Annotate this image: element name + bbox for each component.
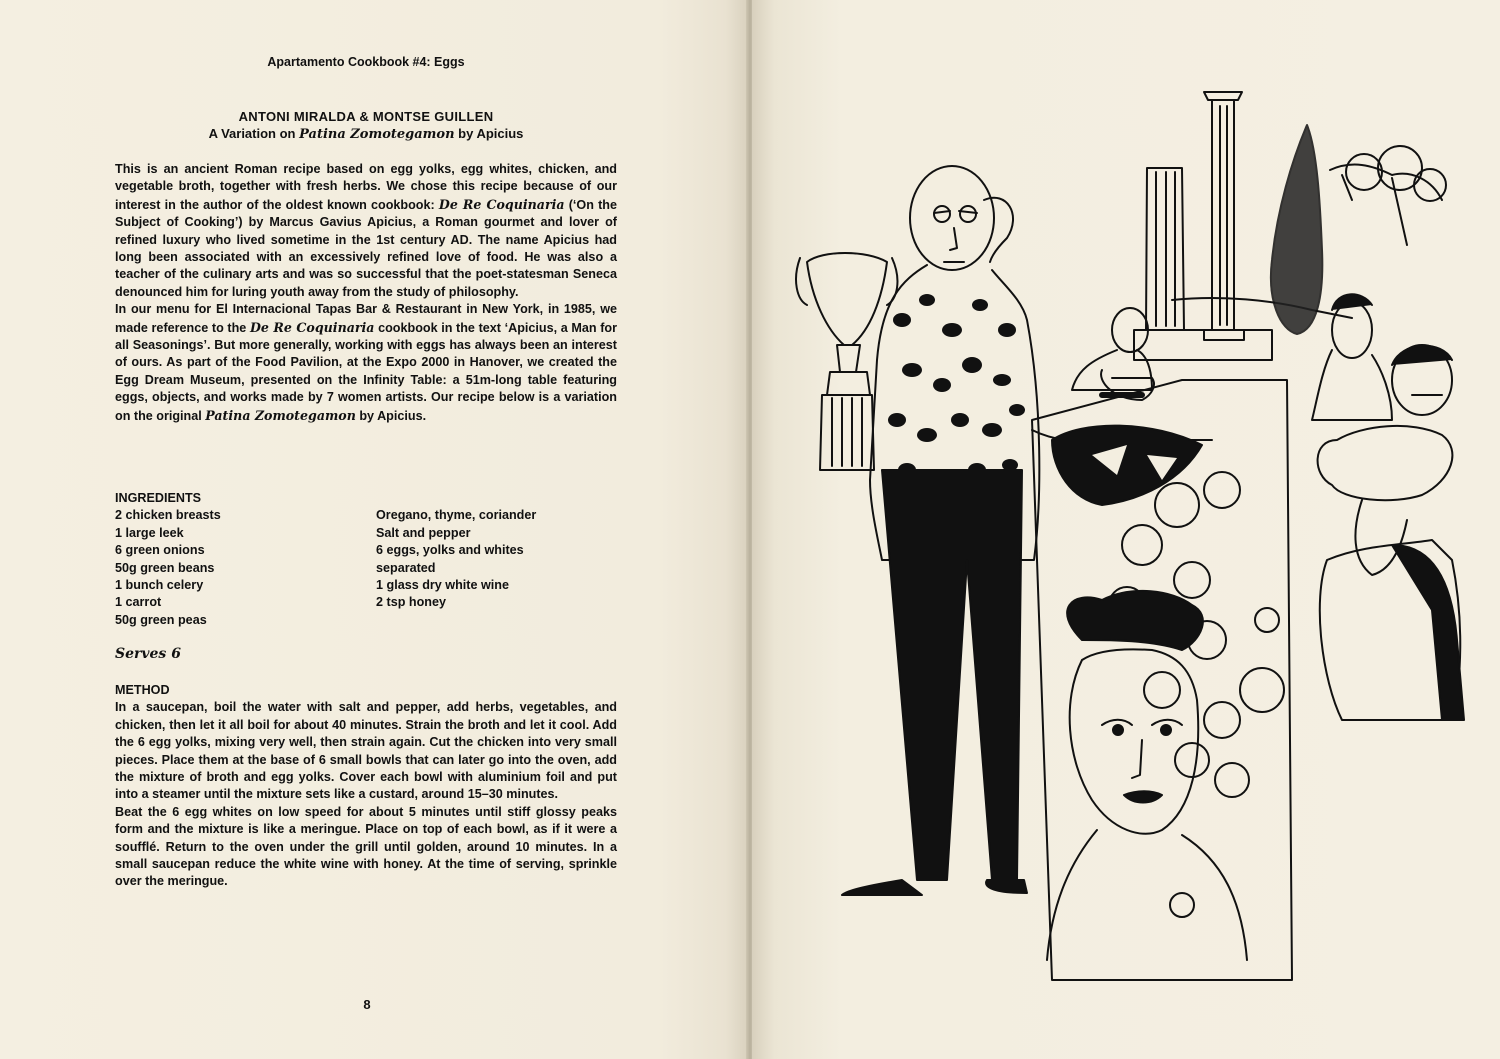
ingredient-item: separated [376, 560, 436, 575]
banquet-table-illustration [1032, 380, 1292, 980]
running-head: Apartamento Cookbook #4: Eggs [267, 55, 465, 69]
ingredients-column-2 [376, 507, 536, 629]
serves-label: Serves 6 [115, 646, 181, 662]
ingredients-column-1 [115, 507, 376, 629]
left-page [0, 0, 748, 1059]
method-heading: METHOD [115, 683, 170, 697]
ingredients-columns [115, 507, 617, 629]
man-figure-illustration [842, 166, 1039, 895]
intro-paragraph-2 [115, 301, 617, 425]
urn-trophy-illustration [796, 253, 897, 470]
intro-p2-text-c: by Apicius. [355, 408, 427, 423]
woman-with-bun-illustration [1312, 294, 1452, 420]
ingredient-item: 2 chicken breasts [115, 508, 221, 523]
ingredient-item: 1 carrot [115, 595, 162, 610]
curly-haired-woman-illustration [1240, 426, 1464, 720]
subtitle-prefix: A Variation on [208, 126, 300, 141]
ingredient-item: 6 green onions [115, 543, 205, 558]
intro-p1-text-a: This is an ancient Roman recipe based on egg yolks, egg whites, chicken, and vegetable broth, together with fresh herbs. We chose this recipe because of our interest in the author of the oldest known cookbook: [115, 162, 617, 212]
subtitle-italic: Patina Zomotegamon [299, 127, 455, 142]
ingredient-item: 1 large leek [115, 525, 184, 540]
method-paragraph-1: In a saucepan, boil the water with salt and pepper, add herbs, vegetables, and chicken, then let it all boil for about 40 minutes. Strain the broth and let it cool. Add the 6 egg yolks, mixing very well, then strain again. Cut the chicken into very small pieces. Place them at the base of 6 small bowls that can later go into the oven, add the mixture of broth and egg yolks. Cover each bowl with aluminium foil and put into a steamer until the mixture sets like a custard, around 15–30 minutes. [115, 700, 617, 802]
page-number: 8 [363, 997, 371, 1012]
ingredient-item: Salt and pepper [376, 525, 471, 540]
subtitle-suffix: by Apicius [454, 126, 524, 141]
intro-paragraph-1 [115, 161, 617, 301]
ingredient-item: 1 bunch celery [115, 578, 204, 593]
recipe-name-italic: Patina Zomotegamon [205, 407, 356, 423]
banquet-illustration [752, 0, 1500, 1059]
book-title-italic: De Re Coquinaria [438, 196, 565, 212]
right-page [752, 0, 1500, 1059]
recipe-title-block [115, 108, 617, 143]
book-title-italic-2: De Re Coquinaria [249, 319, 375, 335]
intro-text [115, 161, 617, 425]
intro-p1-text-b: (‘On the Subject of Cooking’) by Marcus Gavius Apicius, a Roman gourmet and lover of refined luxury who lived sometime in the 1st century AD. The name Apicius had long been associated with an excessively refined love of food. He was also a teacher of the culinary arts and was so successful that the poet-statesman Seneca denounced him for luring youth away from the study of philosophy. [115, 197, 618, 299]
recipe-subtitle [115, 125, 617, 143]
ingredients-heading: INGREDIENTS [115, 491, 202, 505]
ingredient-item: 6 eggs, yolks and whites [376, 543, 524, 558]
ingredient-item: 50g green beans [115, 560, 215, 575]
ingredient-item: 50g green peas [115, 612, 207, 627]
ingredient-item: 2 tsp honey [376, 595, 446, 610]
reclining-figure-illustration [1072, 308, 1154, 400]
intro-p2-text-a: In our menu for El Internacional Tapas Bar & Restaurant in New York, in 1985, we made reference to the [115, 302, 617, 335]
method-section [115, 682, 617, 891]
recipe-author: ANTONI MIRALDA & MONTSE GUILLEN [238, 109, 494, 124]
ingredient-item: Oregano, thyme, coriander [376, 508, 537, 523]
method-paragraph-2: Beat the 6 egg whites on low speed for about 5 minutes until stiff glossy peaks form and the mixture is like a meringue. Place on top of each bowl, as if it were a soufflé. Return to the oven under the grill until golden, around 10 minutes. In a small saucepan reduce the white wine with honey. At the time of serving, sprinkle over the meringue. [115, 804, 617, 889]
foreground-woman-illustration [1047, 591, 1247, 960]
ingredients-section [115, 490, 617, 629]
intro-p2-text-b: cookbook in the text ‘Apicius, a Man for all Seasonings’. But more generally, working with eggs has always been an interest of ours. As part of the Food Pavilion, at the Expo 2000 in Hanover, we created the Egg Dream Museum, presented on the Infinity Table: a 51m-long table featuring eggs, objects, and works made by 7 women artists. Our recipe below is a variation on the original [115, 320, 617, 423]
ingredient-item: 1 glass dry white wine [376, 578, 509, 593]
